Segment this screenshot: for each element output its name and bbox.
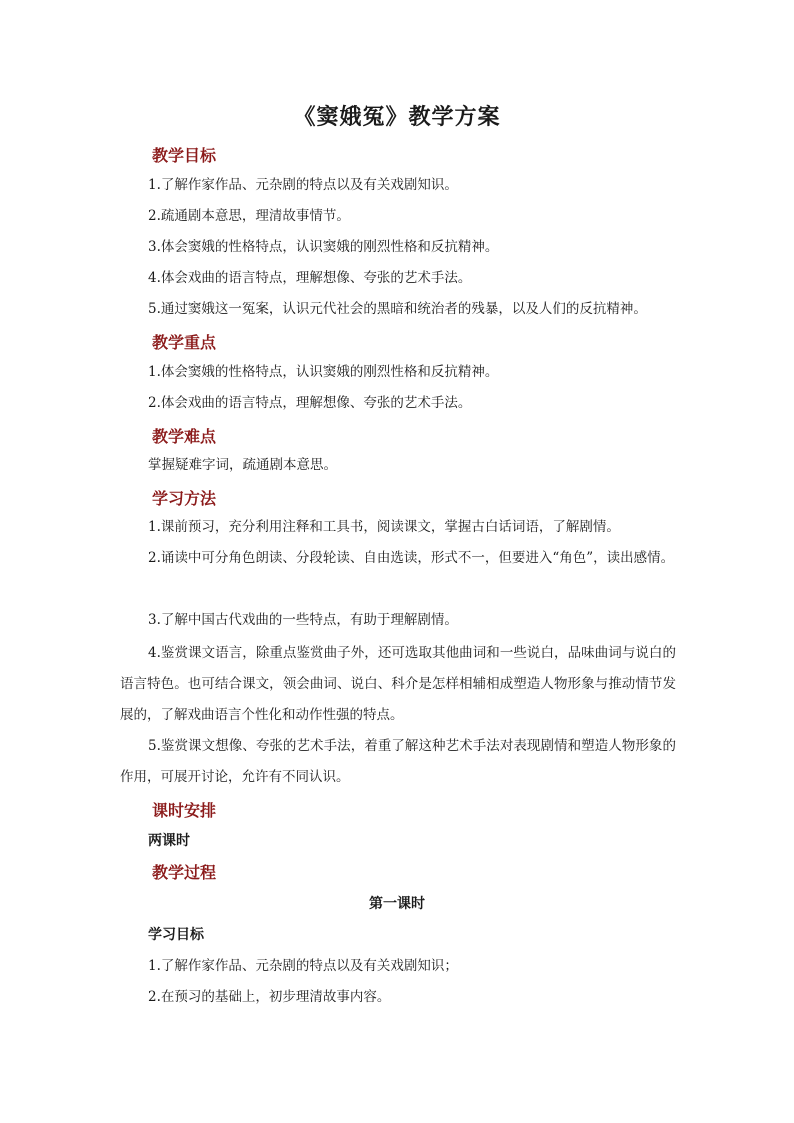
goal-item: 3.体会窦娥的性格特点，认识窦娥的刚烈性格和反抗精神。 [148,239,499,255]
objective-item: 2.在预习的基础上，初步理清故事内容。 [148,989,391,1005]
difficulties-text: 掌握疑难字词，疏通剧本意思。 [148,457,337,473]
goal-item: 4.体会戏曲的语言特点，理解想像、夸张的艺术手法。 [148,270,472,286]
key-point-item: 1.体会窦娥的性格特点，认识窦娥的刚烈性格和反抗精神。 [148,364,499,380]
objective-item: 1.了解作家作品、元杂剧的特点以及有关戏剧知识； [148,958,458,974]
schedule-text: 两课时 [148,833,190,849]
section-heading-methods: 学习方法 [152,489,217,508]
method-item: 1.课前预习，充分利用注释和工具书，阅读课文，掌握古白话词语，了解剧情。 [148,519,620,535]
section-heading-goals: 教学目标 [152,146,217,165]
section-heading-difficulties: 教学难点 [152,427,217,446]
document-title: 《窦娥冤》教学方案 [293,104,501,130]
goal-item: 2.疏通剧本意思，理清故事情节。 [148,208,350,224]
method-item: 2.诵读中可分角色朗读、分段轮读、自由选读，形式不一，但要进入“角色”，读出感情。 [148,550,675,566]
section-heading-key-points: 教学重点 [152,333,217,352]
objectives-label: 学习目标 [148,927,204,943]
key-point-item: 2.体会戏曲的语言特点，理解想像、夸张的艺术手法。 [148,395,472,411]
section-heading-schedule: 课时安排 [152,801,217,820]
goal-item: 1.了解作家作品、元杂剧的特点以及有关戏剧知识。 [148,177,458,193]
method-item: 5.鉴赏课文想像、夸张的艺术手法，着重了解这种艺术手法对表现剧情和塑造人物形象的作用，可展开讨论，允许有不同认识。 [120,738,676,785]
method-item: 4.鉴赏课文语言，除重点鉴赏曲子外，还可选取其他曲词和一些说白，品味曲词与说白的语言特色。也可结合课文，领会曲词、说白、科介是怎样相辅相成塑造人物形象与推动情节发展的，了解戏曲语言个性化和动作性强的特点。 [120,645,676,723]
goal-item: 5.通过窦娥这一冤案，认识元代社会的黑暗和统治者的残暴，以及人们的反抗精神。 [148,301,647,317]
section-heading-process: 教学过程 [152,863,217,882]
lesson-title: 第一课时 [369,896,425,912]
method-item: 3.了解中国古代戏曲的一些特点，有助于理解剧情。 [148,612,458,628]
